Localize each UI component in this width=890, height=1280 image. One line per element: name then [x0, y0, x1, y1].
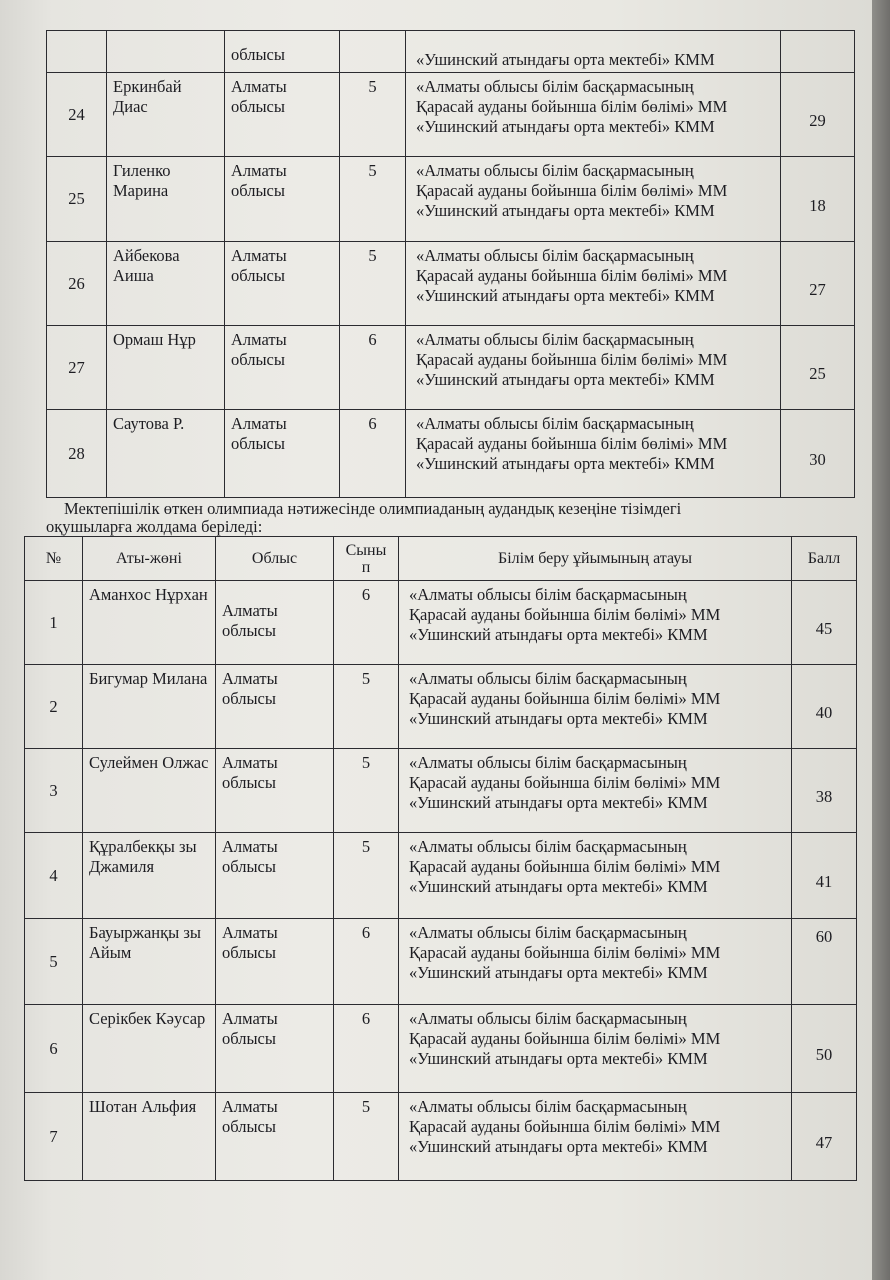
- student-name: Бауыржанқы зы Айым: [83, 919, 216, 1005]
- table-row: [25, 1005, 857, 1093]
- student-name: Серікбек Кәусар: [83, 1005, 216, 1093]
- table-row: [25, 1093, 857, 1181]
- row-number: 3: [25, 749, 83, 833]
- table-row: [47, 242, 855, 326]
- student-name: Шотан Альфия: [83, 1093, 216, 1181]
- region-cell: Алматы облысы: [225, 157, 340, 242]
- student-name: Сулеймен Олжас: [83, 749, 216, 833]
- score-cell: 47: [792, 1093, 857, 1181]
- student-name: Бигумар Милана: [83, 665, 216, 749]
- row-number: 6: [25, 1005, 83, 1093]
- grade-cell: 5: [334, 833, 399, 919]
- score-cell: 29: [781, 73, 855, 157]
- org-cell: «Алматы облысы білім басқармасының Қарасай ауданы бойынша білім бөлімі» ММ «Ушинский атындағы орта мектебі» КММ: [399, 665, 792, 749]
- intro-line-1: Мектепішілік өткен олимпиада нәтижесінде олимпиаданың аудандық кезеңіне тізімдегі: [64, 499, 682, 518]
- header-org: Білім беру ұйымының атауы: [399, 537, 792, 581]
- student-name: Саутова Р.: [107, 410, 225, 498]
- score-cell: 50: [792, 1005, 857, 1093]
- org-cell: «Алматы облысы білім басқармасының Қарасай ауданы бойынша білім бөлімі» ММ «Ушинский атындағы орта мектебі» КММ: [399, 1005, 792, 1093]
- table-row: [47, 410, 855, 498]
- row-number: 24: [47, 73, 107, 157]
- row-number: 5: [25, 919, 83, 1005]
- grade-cell: 6: [334, 919, 399, 1005]
- table-row: [25, 919, 857, 1005]
- student-name: Аманхос Нұрхан: [83, 581, 216, 665]
- org-cell: «Алматы облысы білім басқармасының Қарасай ауданы бойынша білім бөлімі» ММ «Ушинский атындағы орта мектебі» КММ: [399, 833, 792, 919]
- region-cell: Алматы облысы: [225, 242, 340, 326]
- table-header-row: [25, 537, 857, 581]
- table-row: [47, 73, 855, 157]
- table-row-fragment: [47, 31, 855, 73]
- score-cell: 25: [781, 326, 855, 410]
- grade-cell: 5: [334, 665, 399, 749]
- table-row: [25, 665, 857, 749]
- grade-cell: 5: [340, 157, 406, 242]
- referral-table: [24, 536, 857, 1181]
- score-cell: 18: [781, 157, 855, 242]
- table-row: [25, 833, 857, 919]
- student-name: Айбекова Аиша: [107, 242, 225, 326]
- table-row: [47, 326, 855, 410]
- grade-cell: 6: [340, 410, 406, 498]
- row-number: 26: [47, 242, 107, 326]
- score-cell: 41: [792, 833, 857, 919]
- grade-cell: 6: [340, 326, 406, 410]
- region-cell: Алматы облысы: [225, 73, 340, 157]
- header-score: Балл: [792, 537, 857, 581]
- org-cell: «Алматы облысы білім басқармасының Қарасай ауданы бойынша білім бөлімі» ММ «Ушинский атындағы орта мектебі» КММ: [406, 73, 781, 157]
- score-cell: 45: [792, 581, 857, 665]
- header-region: Облыс: [216, 537, 334, 581]
- row-number: 7: [25, 1093, 83, 1181]
- region-cell: Алматы облысы: [216, 749, 334, 833]
- table-row: [25, 581, 857, 665]
- org-cell: «Алматы облысы білім басқармасының Қарасай ауданы бойынша білім бөлімі» ММ «Ушинский атындағы орта мектебі» КММ: [399, 749, 792, 833]
- grade-cell: 5: [334, 1093, 399, 1181]
- header-name: Аты-жөні: [83, 537, 216, 581]
- region-cell: Алматы облысы: [216, 1093, 334, 1181]
- region-cell: Алматы облысы: [216, 581, 334, 665]
- grade-cell: 6: [334, 581, 399, 665]
- student-name: Ормаш Нұр: [107, 326, 225, 410]
- grade-cell: 5: [334, 749, 399, 833]
- region-cell: Алматы облысы: [225, 410, 340, 498]
- table-row: [25, 749, 857, 833]
- org-cell: «Алматы облысы білім басқармасының Қарасай ауданы бойынша білім бөлімі» ММ «Ушинский атындағы орта мектебі» КММ: [399, 1093, 792, 1181]
- score-cell: 38: [792, 749, 857, 833]
- intro-line-2: оқушыларға жолдама беріледі:: [46, 517, 263, 536]
- region-cell: Алматы облысы: [216, 665, 334, 749]
- row-number: 2: [25, 665, 83, 749]
- intro-paragraph: [46, 500, 836, 536]
- region-cell: облысы: [225, 31, 340, 73]
- score-cell: 60: [792, 919, 857, 1005]
- score-cell: 40: [792, 665, 857, 749]
- region-cell: Алматы облысы: [216, 833, 334, 919]
- table-row: [47, 157, 855, 242]
- row-number: 1: [25, 581, 83, 665]
- org-cell: «Алматы облысы білім басқармасының Қарасай ауданы бойынша білім бөлімі» ММ «Ушинский атындағы орта мектебі» КММ: [406, 326, 781, 410]
- score-cell: 27: [781, 242, 855, 326]
- row-number: 4: [25, 833, 83, 919]
- org-cell: «Ушинский атындағы орта мектебі» КММ: [406, 31, 781, 73]
- student-name: Еркинбай Диас: [107, 73, 225, 157]
- region-cell: Алматы облысы: [225, 326, 340, 410]
- header-grade: Сыны п: [334, 537, 399, 581]
- org-cell: «Алматы облысы білім басқармасының Қарасай ауданы бойынша білім бөлімі» ММ «Ушинский атындағы орта мектебі» КММ: [406, 410, 781, 498]
- row-number: 25: [47, 157, 107, 242]
- org-cell: «Алматы облысы білім басқармасының Қарасай ауданы бойынша білім бөлімі» ММ «Ушинский атындағы орта мектебі» КММ: [406, 242, 781, 326]
- row-number: 28: [47, 410, 107, 498]
- grade-cell: 5: [340, 242, 406, 326]
- org-cell: «Алматы облысы білім басқармасының Қарасай ауданы бойынша білім бөлімі» ММ «Ушинский атындағы орта мектебі» КММ: [399, 919, 792, 1005]
- header-number: №: [25, 537, 83, 581]
- row-number: 27: [47, 326, 107, 410]
- page-edge-shadow: [872, 0, 890, 1280]
- region-cell: Алматы облысы: [216, 1005, 334, 1093]
- org-cell: «Алматы облысы білім басқармасының Қарасай ауданы бойынша білім бөлімі» ММ «Ушинский атындағы орта мектебі» КММ: [406, 157, 781, 242]
- grade-cell: 5: [340, 73, 406, 157]
- student-name: Гиленко Марина: [107, 157, 225, 242]
- participants-table-continued: [46, 30, 855, 498]
- student-name: Құралбекқы зы Джамиля: [83, 833, 216, 919]
- org-cell: «Алматы облысы білім басқармасының Қарасай ауданы бойынша білім бөлімі» ММ «Ушинский атындағы орта мектебі» КММ: [399, 581, 792, 665]
- grade-cell: 6: [334, 1005, 399, 1093]
- region-cell: Алматы облысы: [216, 919, 334, 1005]
- score-cell: 30: [781, 410, 855, 498]
